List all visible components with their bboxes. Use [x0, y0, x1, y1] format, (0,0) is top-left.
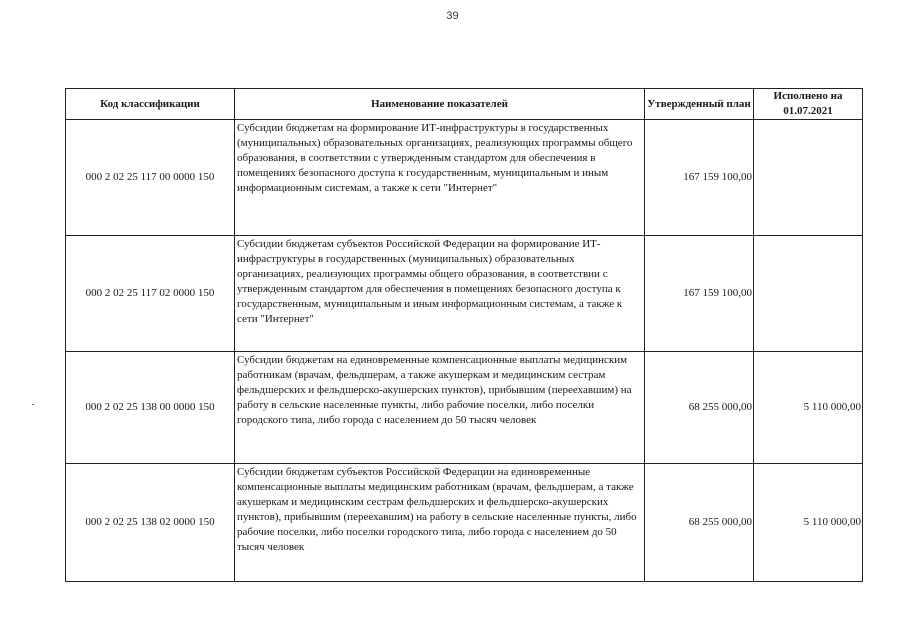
cell-planned: 167 159 100,00	[645, 120, 754, 236]
cell-name: Субсидии бюджетам субъектов Российской Федерации на формирование ИТ-инфраструктуры в государственных (муниципальных) образовательных организациях, реализующих программы общего образования, в соответствии с утвержденным стандартом для обеспечения в помещениях безопасного доступа к государственным, муниципальным и иным информационным системам, а также к сети "Интернет"	[235, 236, 645, 352]
cell-planned: 68 255 000,00	[645, 352, 754, 464]
table-row	[66, 236, 863, 352]
cell-name: Субсидии бюджетам на формирование ИТ-инфраструктуры в государственных (муниципальных) образовательных организациях, реализующих программы общего образования, в соответствии с утвержденным стандартом для обеспечения в помещениях безопасного доступа к государственным, муниципальным и иным информационным системам, а также к сети "Интернет"	[235, 120, 645, 236]
cell-code: 000 2 02 25 138 02 0000 150	[66, 464, 235, 582]
cell-code: 000 2 02 25 117 00 0000 150	[66, 120, 235, 236]
cell-code: 000 2 02 25 117 02 0000 150	[66, 236, 235, 352]
header-code: Код классификации	[66, 89, 235, 120]
page-number: 39	[446, 10, 459, 22]
cell-executed: 5 110 000,00	[754, 352, 863, 464]
cell-planned: 167 159 100,00	[645, 236, 754, 352]
table-row	[66, 464, 863, 582]
scan-artifact-dot	[32, 404, 34, 405]
cell-name: Субсидии бюджетам субъектов Российской Федерации на единовременные компенсационные выплаты медицинским работникам (врачам, фельдшерам, а также акушеркам и медицинским сестрам фельдшерских и фельдшерско-акушерских пунктов), прибывшим (переехавшим) на работу в сельские населенные пункты, либо рабочие поселки, либо поселки городского типа, либо города с населением до 50 тысяч человек	[235, 464, 645, 582]
cell-executed: 5 110 000,00	[754, 464, 863, 582]
header-planned: Утвержденный план	[645, 89, 754, 120]
cell-executed	[754, 120, 863, 236]
cell-code: 000 2 02 25 138 00 0000 150	[66, 352, 235, 464]
cell-planned: 68 255 000,00	[645, 464, 754, 582]
table-header-row	[66, 89, 863, 120]
cell-executed	[754, 236, 863, 352]
table-row	[66, 352, 863, 464]
table-row	[66, 120, 863, 236]
header-executed: Исполнено на 01.07.2021	[754, 89, 863, 120]
budget-table	[65, 88, 863, 582]
cell-name: Субсидии бюджетам на единовременные компенсационные выплаты медицинским работникам (врачам, фельдшерам, а также акушеркам и медицинским сестрам фельдшерских и фельдшерско-акушерских пунктов), прибывшим (переехавшим) на работу в сельские населенные пункты, либо рабочие поселки, либо поселки городского типа, либо города с населением до 50 тысяч человек	[235, 352, 645, 464]
header-name: Наименование показателей	[235, 89, 645, 120]
